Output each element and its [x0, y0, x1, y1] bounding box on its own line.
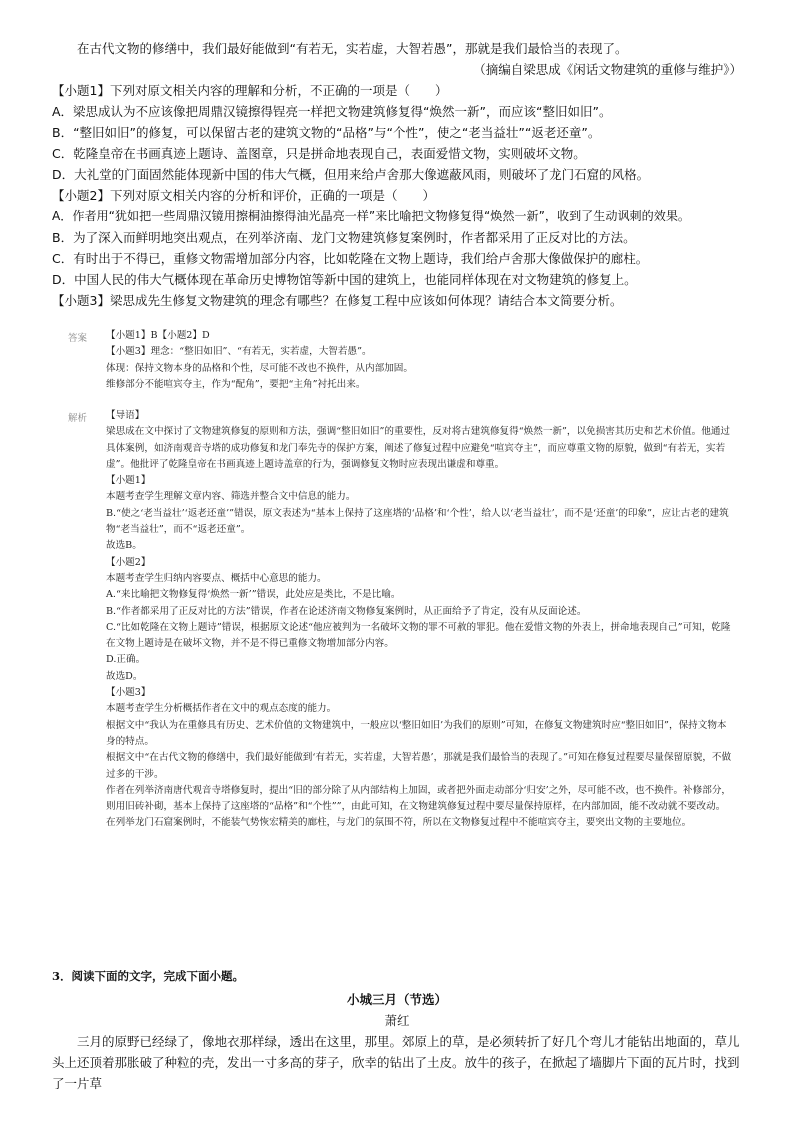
- sub3-line: 在列举龙门石窟案例时，不能装气势恢宏精美的廊柱，与龙门的氛围不符，所以在文物修复过程中不能喧宾夺主，要突出文物的主要地位。: [106, 817, 692, 829]
- answer-line: 维修部分不能喧宾夺主，作为“配角”，要把“主角”衬托出来。: [106, 378, 366, 390]
- q1-option-b: B．“整旧如旧”的修复，可以保留古老的建筑文物的“品格”与“个性”，使之“老当益壮”“返老还童”。: [52, 125, 601, 140]
- q2-option-c: C．有时出于不得已，重修文物需增加部分内容，比如乾隆在文物上题诗，我们给卢舍那大像做保护的廊柱。: [52, 251, 649, 266]
- answer-line: 体现：保持文物本身的品格和个性，尽可能不改也不换件，从内部加固。: [106, 362, 413, 374]
- sub3-line: 作者在列举济南唐代观音寺塔修复时，提出“旧的部分除了从内部结构上加固，或者把外面走动部分‘归安’之外，尽可能不改，也不换件。补修部分，则用旧砖补砌，基本上保持了这座塔的“品格”和“个性””，由此可知，在文物建筑修复过程中要尽量保持原样，在内部加固，能不改动就不要改动。: [106, 784, 732, 813]
- sub1-line: B.“使之‘老当益壮’‘返老还童’”错误，原文表述为“基本上保持了这座塔的‘品格’和‘个性’，给人以‘老当益壮’，而不是‘还童’的印象”，应让古老的建筑物“老当益壮”，而不“返老还童”。: [106, 507, 729, 536]
- sub2-line: 本题考查学生归纳内容要点、概括中心意思的能力。: [106, 572, 327, 584]
- sub3-title: 【小题3】: [106, 687, 151, 699]
- q1-option-c: C．乾隆皇帝在书画真迹上题诗、盖图章，只是拼命地表现自己，表面爱惜文物，实则破坏文物。: [52, 146, 586, 161]
- question-section: [52, 38, 742, 311]
- q1-stem: 【小题1】下列对原文相关内容的理解和分析，不正确的一项是（ ）: [52, 83, 448, 98]
- q1-option-a: A．梁思成认为不应该像把周鼎汉镜擦得锃亮一样把文物建筑修复得“焕然一新”，而应该“整旧如旧”。: [52, 104, 612, 119]
- article-title: 小城三月（节选）: [346, 992, 447, 1007]
- sub2-line: B.“作者都采用了正反对比的方法”错误，作者在论述济南文物修复案例时，从正面给予了肯定，没有从反面论述。: [106, 605, 587, 617]
- sub2-line: 故选D。: [106, 670, 143, 682]
- sub2-line: D.正确。: [106, 654, 146, 666]
- sub2-title: 【小题2】: [106, 556, 151, 568]
- sub3-line: 本题考查学生分析概括作者在文中的观点态度的能力。: [106, 703, 337, 715]
- sub2-line: C.“比如乾隆在文物上题诗”错误，根据原文论述“他应被判为一名破坏文物的罪不可赦的罪犯。他在爱惜文物的外表上，拼命地表现自己”可知，乾隆在文物上题诗是在破坏文物，并不是不得已重修文物增加部分内容。: [106, 621, 731, 650]
- analysis-block: [106, 408, 736, 832]
- sub2-line: A.“来比喻把文物修复得‘焕然一新’”错误，此处应是类比，不是比喻。: [106, 589, 401, 601]
- article-paragraph: 三月的原野已经绿了，像地衣那样绿，透出在这里，那里。郊原上的草，是必须转折了好几个弯儿才能钻出地面的，草儿头上还顶着那胀破了种粒的壳，发出一寸多高的芽子，欣幸的钻出了土皮。放牛的孩子，在掀起了墙脚片下面的瓦片时，找到了一片草: [52, 1034, 740, 1091]
- sub3-line: 根据文中“在古代文物的修缮中，我们最好能做到‘有若无，实若虚，大智若愚’，那就是我们最恰当的表现了。”可知在修复过程要尽量保留原貌，不做过多的干涉。: [106, 752, 732, 780]
- sub3-line: 根据文中“我认为在重修具有历史、艺术价值的文物建筑中，一般应以‘整旧如旧’为我们的原则”可知，在修复文物建筑时应“整旧如旧”，保持文物本身的特点。: [106, 719, 727, 747]
- sub1-title: 【小题1】: [106, 475, 151, 487]
- article-author: 萧红: [384, 1013, 410, 1028]
- answer-line: 【小题1】B【小题2】D: [106, 330, 210, 341]
- answer-label: 答案: [68, 333, 88, 344]
- daoyu-title: 【导语】: [106, 410, 145, 421]
- answer-block: [106, 328, 736, 393]
- answer-line: 【小题3】理念：“整旧如旧”、“有若无，实若虚，大智若愚”。: [106, 346, 372, 358]
- intro-line: 在古代文物的修缮中，我们最好能做到“有若无，实若虚，大智若愚”，那就是我们最恰当的表现了。: [77, 41, 628, 56]
- q3-stem: 【小题3】梁思成先生修复文物建筑的理念有哪些？在修复工程中应该如何体现？请结合本文简要分析。: [52, 293, 623, 308]
- q2-option-b: B．为了深入而鲜明地突出观点，在列举济南、龙门文物建筑修复案例时，作者都采用了正反对比的方法。: [52, 230, 636, 245]
- section-3: [52, 966, 742, 1094]
- sub1-line: 故选B。: [106, 540, 142, 552]
- q2-option-a: A．作者用“犹如把一些周鼎汉镜用擦桐油擦得油光晶亮一样”来比喻把文物修复得“焕然一新”，收到了生动讽刺的效果。: [52, 209, 691, 223]
- source-citation: （摘编自梁思成《闲话文物建筑的重修与维护》）: [473, 62, 742, 77]
- sub1-line: 本题考查学生理解文章内容、筛选并整合文中信息的能力。: [106, 491, 356, 503]
- analysis-label: 解析: [68, 413, 88, 424]
- q2-stem: 【小题2】下列对原文相关内容的分析和评价，正确的一项是（ ）: [52, 188, 435, 203]
- daoyu-text: 梁思成在文中探讨了文物建筑修复的原则和方法，强调“整旧如旧”的重要性，反对将古建筑修复得“焕然一新”，以免损害其历史和艺术价值。他通过具体案例，如济南观音寺塔的成功修复和龙门奉先寺的保护方案，阐述了修复过程中应避免“喧宾夺主”，而应尊重文物的原貌，做到“有若无，实若虚”。他批评了乾隆皇帝在书画真迹上题诗盖章的行为，强调修复文物时应表现出谦虚和尊重。: [106, 426, 731, 470]
- q2-option-d: D．中国人民的伟大气概体现在革命历史博物馆等新中国的建筑上，也能同样体现在对文物建筑的修复上。: [52, 272, 637, 287]
- q1-option-d: D．大礼堂的门面固然能体现新中国的伟大气概，但用来给卢舍那大像遮蔽风雨，则破坏了龙门石窟的风格。: [52, 167, 650, 182]
- section-heading: 3．阅读下面的文字，完成下面小题。: [52, 969, 244, 983]
